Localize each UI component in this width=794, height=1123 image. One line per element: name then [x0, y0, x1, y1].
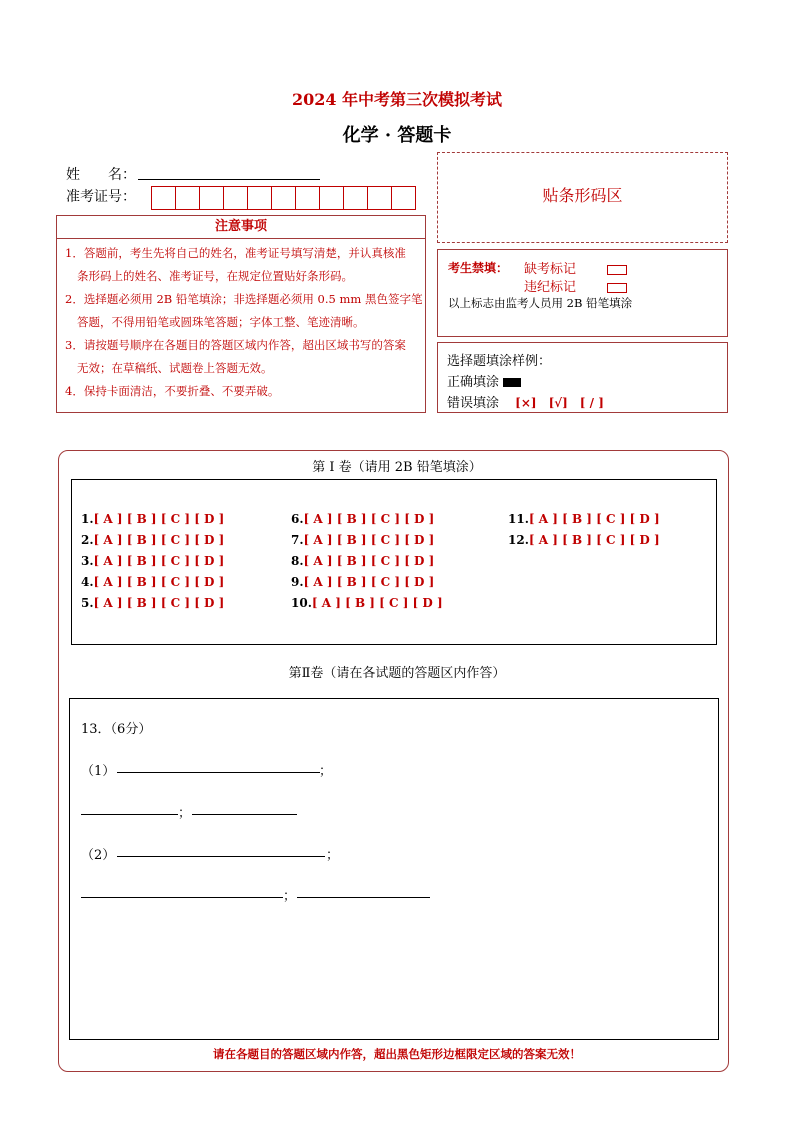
note-line: 无效；在草稿纸、试题卷上答题无效。	[77, 361, 273, 375]
note-line: 4．保持卡面清洁，不要折叠、不要弄破。	[65, 384, 280, 398]
semicolon: ；	[283, 889, 297, 904]
choice-question[interactable]	[508, 512, 660, 526]
answer-blank[interactable]	[192, 813, 297, 815]
choice-question[interactable]	[291, 533, 434, 547]
question-number: 11.	[508, 512, 529, 526]
card-subtitle: 化学 · 答题卡	[342, 125, 452, 146]
id-digit-box[interactable]	[271, 186, 296, 210]
id-digit-box[interactable]	[151, 186, 176, 210]
answer-options[interactable]: [ A ] [ B ] [ C ] [ D ]	[93, 596, 225, 610]
part2-title: 第Ⅱ卷（请在各试题的答题区内作答）	[288, 666, 506, 681]
id-digit-box[interactable]	[223, 186, 248, 210]
id-digit-box[interactable]	[199, 186, 224, 210]
absent-label: 缺考标记	[524, 262, 577, 277]
note-item-4	[65, 380, 425, 403]
name-field[interactable]	[138, 178, 320, 180]
answer-blank[interactable]	[297, 896, 430, 898]
note-line: 条形码上的姓名、准考证号，在规定位置贴好条形码。	[77, 269, 353, 283]
answer-blank[interactable]	[117, 855, 325, 857]
choice-question[interactable]	[291, 554, 434, 568]
barcode-label: 贴条形码区	[542, 186, 623, 205]
semicolon: ；	[326, 848, 340, 863]
notes-heading: 注意事项	[57, 216, 425, 239]
choice-question[interactable]	[81, 512, 224, 526]
id-digit-box[interactable]	[319, 186, 344, 210]
id-digit-box[interactable]	[367, 186, 392, 210]
semicolon: ；	[319, 764, 333, 779]
question-number: 8.	[291, 554, 304, 568]
answer-options[interactable]: [ A ] [ B ] [ C ] [ D ]	[93, 554, 225, 568]
exam-title: 2024 年中考第三次模拟考试	[291, 90, 503, 109]
answer-options[interactable]: [ A ] [ B ] [ C ] [ D ]	[303, 575, 435, 589]
id-digit-box[interactable]	[247, 186, 272, 210]
note-line: 1．答题前，考生先将自己的姓名，准考证号填写清楚，并认真核准	[65, 246, 406, 260]
question-number: 9.	[291, 575, 304, 589]
name-label: 姓 名：	[66, 167, 136, 183]
note-line: 2．选择题必须用 2B 铅笔填涂；非选择题必须用 0.5 mm 黑色签字笔	[65, 292, 423, 306]
answer-blank[interactable]	[81, 896, 283, 898]
wrong-marks: [×] [√] [ / ]	[515, 396, 604, 410]
violation-label: 违纪标记	[524, 280, 577, 295]
q13-title: 13．（6分）	[81, 722, 152, 737]
answer-blank[interactable]	[117, 771, 320, 773]
choice-question[interactable]	[81, 575, 224, 589]
violation-mark[interactable]	[607, 277, 627, 296]
choice-question[interactable]	[81, 533, 224, 547]
question-number: 1.	[81, 512, 94, 526]
answer-options[interactable]: [ A ] [ B ] [ C ] [ D ]	[303, 512, 435, 526]
answer-options[interactable]: [ A ] [ B ] [ C ] [ D ]	[93, 575, 225, 589]
absent-mark[interactable]	[607, 259, 627, 278]
answer-options[interactable]: [ A ] [ B ] [ C ] [ D ]	[528, 533, 660, 547]
answer-options[interactable]: [ A ] [ B ] [ C ] [ D ]	[93, 533, 225, 547]
note-item-3	[65, 334, 425, 380]
question-number: 10.	[291, 596, 312, 610]
note-line: 答题，不得用铅笔或圆珠笔答题；字体工整、笔迹清晰。	[77, 315, 365, 329]
question-number: 4.	[81, 575, 94, 589]
note-item-1	[65, 242, 425, 288]
q13-answer-area	[69, 698, 719, 1040]
id-digit-box[interactable]	[391, 186, 416, 210]
correct-fill-row	[447, 371, 521, 390]
barcode-area	[437, 152, 728, 243]
answer-options[interactable]: [ A ] [ B ] [ C ] [ D ]	[528, 512, 660, 526]
question-number: 5.	[81, 596, 94, 610]
forbidden-note: 以上标志由监考人员用 2B 铅笔填涂	[448, 296, 633, 310]
exam-id-label: 准考证号：	[66, 189, 136, 205]
fill-example-panel	[437, 342, 728, 413]
notes-panel	[56, 215, 426, 413]
question-number: 2.	[81, 533, 94, 547]
choice-question[interactable]	[291, 512, 434, 526]
q13-sub2-label: （2）	[81, 848, 116, 863]
id-digit-box[interactable]	[175, 186, 200, 210]
answer-options[interactable]: [ A ] [ B ] [ C ] [ D ]	[303, 554, 435, 568]
wrong-fill-row	[447, 392, 604, 411]
question-number: 7.	[291, 533, 304, 547]
q13-sub1-label: （1）	[81, 764, 116, 779]
answer-options[interactable]: [ A ] [ B ] [ C ] [ D ]	[311, 596, 443, 610]
id-digit-box[interactable]	[295, 186, 320, 210]
footer-warning: 请在各题目的答题区域内作答，超出黑色矩形边框限定区域的答案无效！	[213, 1047, 581, 1061]
forbidden-label: 考生禁填：	[448, 261, 509, 275]
note-item-2	[65, 288, 425, 334]
choice-question[interactable]	[291, 575, 434, 589]
forbidden-panel	[437, 249, 728, 337]
wrong-fill-label: 错误填涂	[447, 396, 500, 411]
example-title: 选择题填涂样例：	[447, 354, 552, 369]
choice-question[interactable]	[81, 554, 224, 568]
filled-mark-icon	[503, 378, 521, 387]
answer-options[interactable]: [ A ] [ B ] [ C ] [ D ]	[303, 533, 435, 547]
correct-fill-label: 正确填涂	[447, 375, 500, 390]
choice-question[interactable]	[81, 596, 224, 610]
choice-area	[71, 479, 717, 645]
choice-question[interactable]	[508, 533, 660, 547]
id-digit-box[interactable]	[343, 186, 368, 210]
part1-title: 第 I 卷（请用 2B 铅笔填涂）	[312, 460, 482, 475]
answer-blank[interactable]	[81, 813, 178, 815]
semicolon: ；	[178, 806, 192, 821]
question-number: 3.	[81, 554, 94, 568]
question-number: 12.	[508, 533, 529, 547]
answer-options[interactable]: [ A ] [ B ] [ C ] [ D ]	[93, 512, 225, 526]
exam-id-boxes[interactable]	[151, 186, 415, 210]
choice-question[interactable]	[291, 596, 443, 610]
note-line: 3．请按题号顺序在各题目的答题区域内作答，超出区域书写的答案	[65, 338, 406, 352]
question-number: 6.	[291, 512, 304, 526]
